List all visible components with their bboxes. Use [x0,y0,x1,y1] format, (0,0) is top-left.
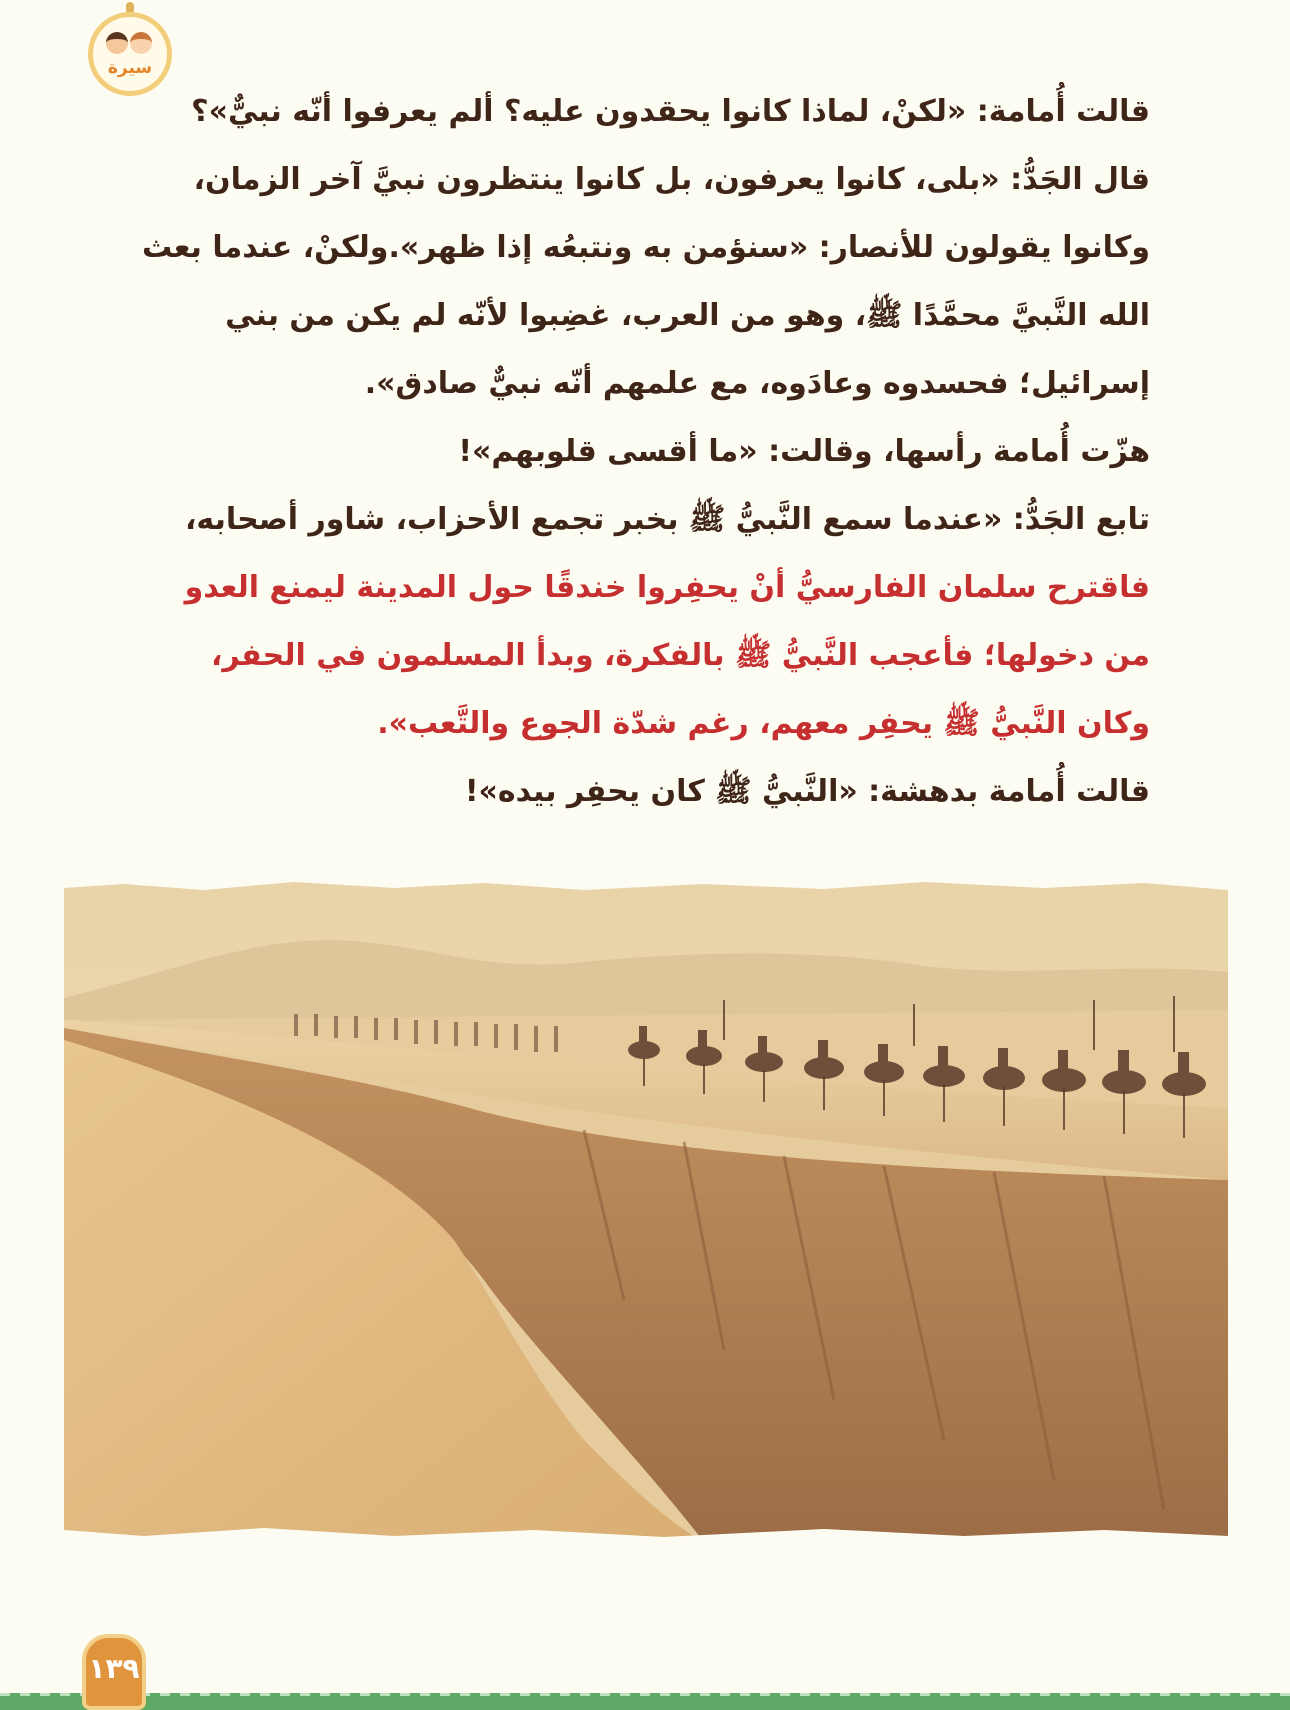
bottom-strip [0,1696,1290,1710]
story-text [130,78,1150,826]
highlighted-text: فاقترح سلمان الفارسيُّ أنْ يحفِروا خندقًا حول المدينة ليمنع العدو من دخولها؛ فأعجب النَّبيُّ ﷺ بالفكرة، وبدأ المسلمون في الحفر، وكان النَّبيُّ ﷺ يحفِر معهم، رغم شدّة الجوع والتَّعب». [184,570,1150,741]
girl-face-icon [130,32,152,54]
paragraph-with-highlight [130,486,1150,758]
trench-illustration [64,880,1228,1542]
boy-face-icon [106,32,128,54]
paragraph: هزّت أُمامة رأسها، وقالت: «ما أقسى قلوبهم»! [458,434,1150,469]
paragraph: قال الجَدُّ: «بلى، كانوا يعرفون، بل كانوا ينتظرون نبيَّ آخر الزمان، وكانوا يقولون للأنصار: «سنؤمن به ونتبعُه إذا ظهر».ولكنْ، عندما بعث الله النَّبيَّ محمَّدًا ﷺ، وهو من العرب، غضِبوا لأنّه لم يكن من بني إسرائيل؛ فحسدوه وعادَوه، مع علمهم أنّه نبيٌّ صادق». [141,162,1150,401]
page-number: ١٣٩ [82,1634,146,1710]
paragraph: قالت أُمامة بدهشة: «النَّبيُّ ﷺ كان يحفِر بيده»! [464,774,1150,809]
paragraph-lead: تابع الجَدُّ: «عندما سمع النَّبيُّ ﷺ بخبر تجمع الأحزاب، شاور أصحابه، [185,502,1150,537]
logo-text: سيرة [107,58,153,78]
page-number-badge [82,1634,146,1710]
paragraph: قالت أُمامة: «لكنْ، لماذا كانوا يحقدون عليه؟ ألم يعرفوا أنّه نبيٌّ»؟ [191,94,1150,129]
